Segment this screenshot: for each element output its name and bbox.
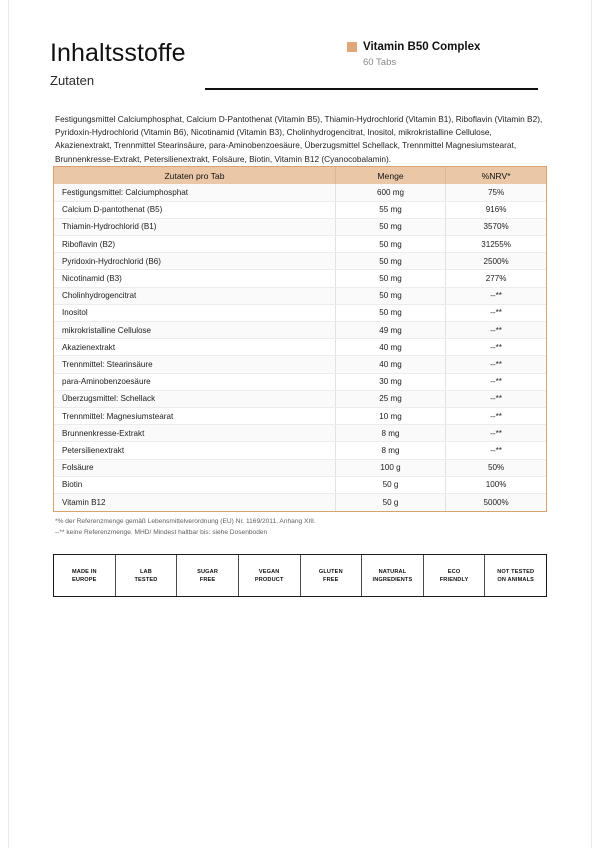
cell-nrv: --** (446, 356, 546, 373)
cell-name: Inositol (54, 304, 335, 321)
page-subtitle: Zutaten (50, 73, 95, 88)
cell-amount: 50 mg (335, 270, 445, 287)
cell-nrv: --** (446, 322, 546, 339)
sheet-edge-right (591, 0, 592, 848)
ingredients-table-container (53, 166, 547, 512)
cell-name: para-Aminobenzoesäure (54, 373, 335, 390)
cell-amount: 8 mg (335, 442, 445, 459)
badge-line-2: ON ANIMALS (497, 576, 535, 583)
table-row (54, 407, 546, 424)
cell-amount: 50 mg (335, 253, 445, 270)
cell-name: Brunnenkresse-Extrakt (54, 425, 335, 442)
badge (424, 555, 486, 596)
cell-amount: 100 g (335, 459, 445, 476)
page-title: Inhaltsstoffe (50, 39, 186, 67)
badge-line-1: MADE IN (71, 568, 97, 575)
cell-amount: 600 mg (335, 184, 445, 201)
title-block (50, 38, 186, 90)
cell-name: Akazienextrakt (54, 339, 335, 356)
page-header (50, 38, 550, 100)
cell-nrv: --** (446, 339, 546, 356)
badge-label (372, 568, 412, 584)
product-name-row (347, 40, 480, 54)
cell-name: Überzugsmittel: Schellack (54, 390, 335, 407)
table-header-row (54, 167, 546, 184)
table-row (54, 442, 546, 459)
table-row (54, 356, 546, 373)
badge-label (255, 568, 284, 584)
cell-name: Pyridoxin-Hydrochlorid (B6) (54, 253, 335, 270)
ingredients-table (54, 167, 546, 511)
certification-badges (53, 554, 547, 597)
badge-line-2: INGREDIENTS (372, 576, 413, 583)
cell-amount: 25 mg (335, 390, 445, 407)
cell-amount: 8 mg (335, 425, 445, 442)
cell-amount: 50 mg (335, 218, 445, 235)
table-row (54, 476, 546, 493)
badge-line-2: FREE (199, 576, 216, 583)
column-header-name: Zutaten pro Tab (54, 167, 335, 184)
cell-name: Calcium D-pantothenat (B5) (54, 201, 335, 218)
footnotes (55, 516, 547, 538)
badge-line-1: VEGAN (258, 568, 280, 575)
product-block (347, 40, 480, 69)
badge (362, 555, 424, 596)
column-header-nrv: %NRV* (446, 167, 546, 184)
cell-amount: 30 mg (335, 373, 445, 390)
table-row (54, 236, 546, 253)
badge-line-1: NATURAL (378, 568, 407, 575)
cell-nrv: 31255% (446, 236, 546, 253)
cell-name: Biotin (54, 476, 335, 493)
cell-amount: 50 g (335, 476, 445, 493)
badge-line-2: EUROPE (72, 576, 97, 583)
badge-line-1: ECO (447, 568, 461, 575)
badge-line-1: NOT TESTED (497, 568, 535, 575)
cell-name: Nicotinamid (B3) (54, 270, 335, 287)
badge-label (319, 568, 343, 584)
cell-amount: 50 mg (335, 287, 445, 304)
cell-nrv: 3570% (446, 218, 546, 235)
cell-amount: 10 mg (335, 407, 445, 424)
badge-line-1: GLUTEN (318, 568, 343, 575)
cell-nrv: 100% (446, 476, 546, 493)
badge-line-2: FRIENDLY (439, 576, 469, 583)
badge-line-1: SUGAR (197, 568, 219, 575)
badge-line-2: TESTED (134, 576, 158, 583)
cell-nrv: --** (446, 442, 546, 459)
cell-nrv: 5000% (446, 493, 546, 510)
badge-line-2: FREE (323, 576, 339, 583)
badge-label (72, 568, 97, 584)
badge-label (440, 568, 469, 584)
footnote-reference: --** keine Referenzmenge. MHD/ Mindest haltbar bis: siehe Dosenboden (55, 529, 268, 536)
table-row (54, 184, 546, 201)
cell-amount: 40 mg (335, 339, 445, 356)
cell-name: Festigungsmittel: Calciumphosphat (54, 184, 335, 201)
badge (116, 555, 178, 596)
cell-amount: 55 mg (335, 201, 445, 218)
table-row (54, 270, 546, 287)
cell-name: Riboflavin (B2) (54, 236, 335, 253)
badge (54, 555, 116, 596)
table-row (54, 322, 546, 339)
ingredients-paragraph: Festigungsmittel Calciumphosphat, Calcium D-Pantothenat (Vitamin B5), Thiamin-Hydrochlorid (Vitamin B1), Riboflavin (Vitamin B2), Pyridoxin-Hydrochlorid (Vitamin B6), Nicotinamid (Vitamin B3), Cholinhydrogencitrat, Inositol, mikrokristalline Cellulose, Akazienextrakt, Trennmittel Stearinsäure, para-Aminobenzoesäure, Überzugsmittel Schellack, Trennmittel Magnesiumstearat, Brunnenkresse-Extrakt, Petersilienextrakt, Folsäure, Biotin, Vitamin B12 (Cyanocobalamin). (55, 114, 543, 164)
table-row (54, 304, 546, 321)
cell-nrv: --** (446, 425, 546, 442)
product-name: Vitamin B50 Complex (363, 41, 481, 53)
badge (301, 555, 363, 596)
cell-name: Folsäure (54, 459, 335, 476)
table-row (54, 218, 546, 235)
cell-nrv: --** (446, 390, 546, 407)
table-row (54, 339, 546, 356)
cell-name: Cholinhydrogencitrat (54, 287, 335, 304)
cell-name: mikrokristalline Cellulose (54, 322, 335, 339)
cell-amount: 50 mg (335, 304, 445, 321)
cell-amount: 40 mg (335, 356, 445, 373)
cell-amount: 50 g (335, 493, 445, 510)
color-swatch-icon (347, 42, 357, 52)
cell-name: Thiamin-Hydrochlorid (B1) (54, 218, 335, 235)
badge-label (134, 568, 157, 584)
badge (485, 555, 546, 596)
table-row (54, 390, 546, 407)
table-row (54, 493, 546, 510)
cell-name: Trennmittel: Stearinsäure (54, 356, 335, 373)
cell-name: Trennmittel: Magnesiumstearat (54, 407, 335, 424)
cell-nrv: 50% (446, 459, 546, 476)
cell-name: Vitamin B12 (54, 493, 335, 510)
table-row (54, 287, 546, 304)
sheet-edge-left (8, 0, 9, 848)
cell-nrv: --** (446, 287, 546, 304)
cell-nrv: --** (446, 373, 546, 390)
header-divider (205, 88, 538, 90)
table-row (54, 253, 546, 270)
table-row (54, 459, 546, 476)
table-row (54, 201, 546, 218)
table-row (54, 373, 546, 390)
column-header-amount: Menge (335, 167, 445, 184)
cell-name: Petersilienextrakt (54, 442, 335, 459)
cell-nrv: --** (446, 304, 546, 321)
table-row (54, 425, 546, 442)
footnote-nrv: *% der Referenzmenge gemäß Lebensmittelverordnung (EU) Nr. 1169/2011, Anhang XIII. (55, 518, 316, 525)
product-count: 60 Tabs (363, 57, 397, 68)
table-header (54, 167, 546, 184)
badge-line-1: LAB (139, 568, 152, 575)
badge (177, 555, 239, 596)
badge (239, 555, 301, 596)
cell-nrv: 277% (446, 270, 546, 287)
badge-line-2: PRODUCT (254, 576, 284, 583)
cell-nrv: 2500% (446, 253, 546, 270)
cell-nrv: --** (446, 407, 546, 424)
cell-amount: 50 mg (335, 236, 445, 253)
table-body (54, 184, 546, 511)
cell-nrv: 75% (446, 184, 546, 201)
cell-nrv: 916% (446, 201, 546, 218)
badge-label (497, 568, 534, 584)
badge-label (197, 568, 218, 584)
cell-amount: 49 mg (335, 322, 445, 339)
